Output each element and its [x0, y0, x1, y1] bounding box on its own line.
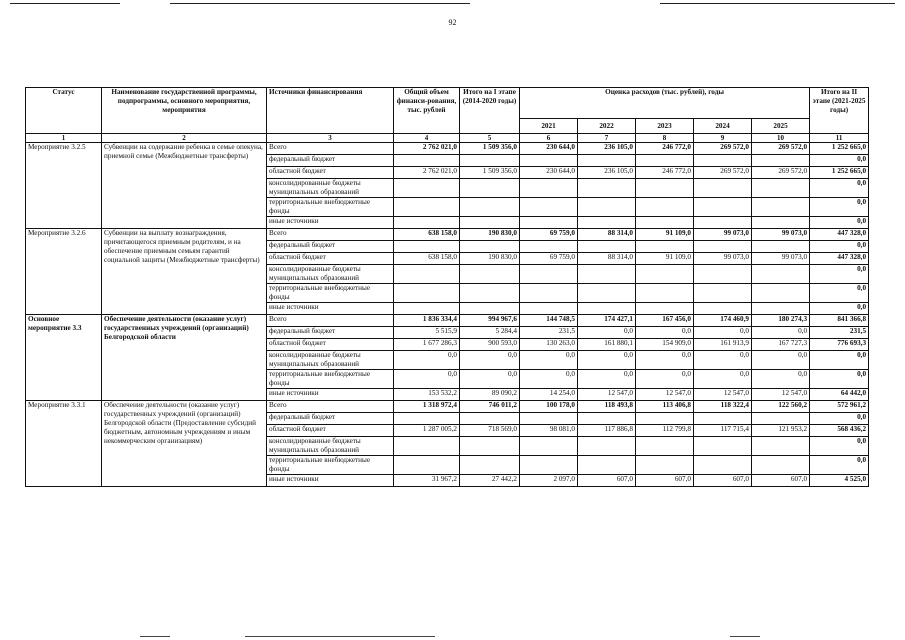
- funding-source-cell: областной бюджет: [267, 425, 394, 437]
- amount-cell: 117 886,8: [578, 425, 636, 437]
- amount-cell: [394, 241, 460, 253]
- amount-cell: 230 644,0: [520, 167, 578, 179]
- amount-cell: 99 073,0: [752, 253, 810, 265]
- amount-cell: 118 493,8: [578, 401, 636, 413]
- amount-cell: 638 158,0: [394, 229, 460, 241]
- amount-cell: [460, 303, 520, 315]
- table-row: [26, 143, 869, 155]
- amount-cell: [636, 241, 694, 253]
- amount-cell: 99 073,0: [694, 229, 752, 241]
- amount-cell: 113 406,8: [636, 401, 694, 413]
- amount-cell: 0,0: [636, 370, 694, 389]
- amount-cell: 167 727,3: [752, 339, 810, 351]
- amount-cell: 0,0: [394, 351, 460, 370]
- amount-cell: [460, 456, 520, 475]
- stage2-total-cell: 572 961,2: [810, 401, 869, 413]
- table-row: [26, 315, 869, 327]
- amount-cell: 0,0: [694, 351, 752, 370]
- amount-cell: 190 830,0: [460, 253, 520, 265]
- column-number: 9: [694, 134, 752, 143]
- measure-name-cell: Обеспечение деятельности (оказание услуг) государственных учреждений (организаций) Белгородской области (Предоставление субсидий бюджетным, автономным учреждениям и иным некоммерческим организациям): [102, 401, 267, 487]
- amount-cell: [578, 155, 636, 167]
- amount-cell: 718 569,0: [460, 425, 520, 437]
- amount-cell: 0,0: [694, 370, 752, 389]
- amount-cell: 607,0: [694, 475, 752, 487]
- stage2-total-cell: 0,0: [810, 198, 869, 217]
- amount-cell: [752, 265, 810, 284]
- amount-cell: 12 547,0: [752, 389, 810, 401]
- amount-cell: 5 284,4: [460, 327, 520, 339]
- amount-cell: 1 318 972,4: [394, 401, 460, 413]
- amount-cell: [752, 179, 810, 198]
- amount-cell: 746 011,2: [460, 401, 520, 413]
- amount-cell: 0,0: [752, 370, 810, 389]
- amount-cell: 900 593,0: [460, 339, 520, 351]
- amount-cell: [394, 456, 460, 475]
- amount-cell: [394, 284, 460, 303]
- amount-cell: 2 762 021,0: [394, 143, 460, 155]
- top-edge-line: [660, 3, 895, 4]
- column-number: 8: [636, 134, 694, 143]
- amount-cell: 89 090,2: [460, 389, 520, 401]
- amount-cell: [752, 437, 810, 456]
- amount-cell: 69 759,0: [520, 253, 578, 265]
- header-estimate: Оценка расходов (тыс. рублей), годы: [520, 88, 810, 119]
- amount-cell: [694, 198, 752, 217]
- amount-cell: 122 560,2: [752, 401, 810, 413]
- funding-source-cell: федеральный бюджет: [267, 241, 394, 253]
- amount-cell: [520, 413, 578, 425]
- amount-cell: [636, 217, 694, 229]
- amount-cell: [752, 456, 810, 475]
- stage2-total-cell: 0,0: [810, 413, 869, 425]
- amount-cell: 269 572,0: [694, 143, 752, 155]
- amount-cell: [394, 413, 460, 425]
- stage2-total-cell: 1 252 665,0: [810, 143, 869, 155]
- column-number: 7: [578, 134, 636, 143]
- amount-cell: [394, 265, 460, 284]
- amount-cell: [694, 284, 752, 303]
- amount-cell: [694, 303, 752, 315]
- table-row: [26, 401, 869, 413]
- amount-cell: 231,5: [520, 327, 578, 339]
- amount-cell: 236 105,0: [578, 167, 636, 179]
- stage2-total-cell: 0,0: [810, 284, 869, 303]
- amount-cell: 12 547,0: [636, 389, 694, 401]
- funding-source-cell: Всего: [267, 401, 394, 413]
- amount-cell: 0,0: [520, 351, 578, 370]
- amount-cell: 174 427,1: [578, 315, 636, 327]
- amount-cell: [694, 456, 752, 475]
- stage2-total-cell: 231,5: [810, 327, 869, 339]
- stage2-total-cell: 776 693,3: [810, 339, 869, 351]
- amount-cell: [460, 437, 520, 456]
- amount-cell: [578, 456, 636, 475]
- amount-cell: 174 460,9: [694, 315, 752, 327]
- amount-cell: [394, 179, 460, 198]
- amount-cell: 1 677 286,3: [394, 339, 460, 351]
- amount-cell: 230 644,0: [520, 143, 578, 155]
- stage2-total-cell: 0,0: [810, 351, 869, 370]
- amount-cell: 236 105,0: [578, 143, 636, 155]
- bottom-edge-line: [245, 636, 435, 637]
- amount-cell: [578, 217, 636, 229]
- stage2-total-cell: 0,0: [810, 303, 869, 315]
- stage2-total-cell: 841 366,8: [810, 315, 869, 327]
- amount-cell: [394, 303, 460, 315]
- header-name: Наименование государственной программы, подпрограммы, основного мероприятия, мероприятия: [102, 88, 267, 134]
- funding-source-cell: территориальные внебюджетные фонды: [267, 198, 394, 217]
- column-number: 6: [520, 134, 578, 143]
- funding-source-cell: федеральный бюджет: [267, 413, 394, 425]
- amount-cell: 2 097,0: [520, 475, 578, 487]
- funding-source-cell: федеральный бюджет: [267, 327, 394, 339]
- amount-cell: [752, 303, 810, 315]
- funding-source-cell: территориальные внебюджетные фонды: [267, 370, 394, 389]
- amount-cell: [752, 413, 810, 425]
- amount-cell: 607,0: [578, 475, 636, 487]
- amount-cell: [460, 217, 520, 229]
- stage2-total-cell: 4 525,0: [810, 475, 869, 487]
- amount-cell: 607,0: [636, 475, 694, 487]
- amount-cell: 161 880,1: [578, 339, 636, 351]
- measure-name-cell: Субвенции на содержание ребенка в семье опекуна, приемной семье (Межбюджетные трансферты): [102, 143, 267, 229]
- amount-cell: [752, 198, 810, 217]
- amount-cell: [578, 198, 636, 217]
- amount-cell: [460, 241, 520, 253]
- stage2-total-cell: 0,0: [810, 370, 869, 389]
- amount-cell: [460, 284, 520, 303]
- column-number: 5: [460, 134, 520, 143]
- amount-cell: [636, 413, 694, 425]
- amount-cell: 638 158,0: [394, 253, 460, 265]
- column-number: 2: [102, 134, 267, 143]
- stage2-total-cell: 0,0: [810, 437, 869, 456]
- amount-cell: 118 322,4: [694, 401, 752, 413]
- amount-cell: 154 909,0: [636, 339, 694, 351]
- funding-source-cell: иные источники: [267, 389, 394, 401]
- stage2-total-cell: 0,0: [810, 155, 869, 167]
- stage2-total-cell: 447 328,0: [810, 229, 869, 241]
- funding-source-cell: иные источники: [267, 475, 394, 487]
- amount-cell: [636, 198, 694, 217]
- page-number: 92: [448, 18, 457, 27]
- amount-cell: 0,0: [636, 351, 694, 370]
- bottom-edge-line: [140, 636, 170, 637]
- amount-cell: [694, 155, 752, 167]
- stage2-total-cell: 1 252 665,0: [810, 167, 869, 179]
- amount-cell: 12 547,0: [694, 389, 752, 401]
- amount-cell: [694, 217, 752, 229]
- stage2-total-cell: 447 328,0: [810, 253, 869, 265]
- amount-cell: [752, 241, 810, 253]
- amount-cell: [694, 179, 752, 198]
- amount-cell: [520, 179, 578, 198]
- amount-cell: [520, 265, 578, 284]
- amount-cell: 0,0: [752, 327, 810, 339]
- column-number: 10: [752, 134, 810, 143]
- amount-cell: 0,0: [520, 370, 578, 389]
- amount-cell: [694, 241, 752, 253]
- amount-cell: 0,0: [460, 351, 520, 370]
- table-row: [26, 229, 869, 241]
- funding-source-cell: иные источники: [267, 303, 394, 315]
- funding-source-cell: Всего: [267, 315, 394, 327]
- amount-cell: 246 772,0: [636, 167, 694, 179]
- amount-cell: [694, 265, 752, 284]
- amount-cell: 117 715,4: [694, 425, 752, 437]
- header-total-volume: Общий объем финанси-рования, тыс. рублей: [394, 88, 460, 134]
- amount-cell: 269 572,0: [752, 143, 810, 155]
- amount-cell: 27 442,2: [460, 475, 520, 487]
- measure-name-cell: Обеспечение деятельности (оказание услуг) государственных учреждений (организаций) Белгородской области: [102, 315, 267, 401]
- amount-cell: 161 913,9: [694, 339, 752, 351]
- amount-cell: 0,0: [752, 351, 810, 370]
- amount-cell: 130 263,0: [520, 339, 578, 351]
- amount-cell: [520, 284, 578, 303]
- stage2-total-cell: 64 442,0: [810, 389, 869, 401]
- funding-source-cell: консолидированные бюджеты муниципальных образований: [267, 265, 394, 284]
- amount-cell: 1 509 356,0: [460, 143, 520, 155]
- amount-cell: [394, 155, 460, 167]
- amount-cell: [578, 413, 636, 425]
- amount-cell: 0,0: [578, 370, 636, 389]
- amount-cell: 31 967,2: [394, 475, 460, 487]
- amount-cell: [636, 284, 694, 303]
- amount-cell: 1 287 005,2: [394, 425, 460, 437]
- amount-cell: [394, 217, 460, 229]
- header-stage1: Итого на I этапе (2014-2020 годы): [460, 88, 520, 134]
- amount-cell: [578, 265, 636, 284]
- amount-cell: [578, 241, 636, 253]
- amount-cell: [520, 217, 578, 229]
- amount-cell: 0,0: [578, 351, 636, 370]
- column-number: 11: [810, 134, 869, 143]
- header-year: 2021: [520, 119, 578, 134]
- amount-cell: 88 314,0: [578, 253, 636, 265]
- column-number: 4: [394, 134, 460, 143]
- funding-source-cell: иные источники: [267, 217, 394, 229]
- header-year: 2022: [578, 119, 636, 134]
- funding-source-cell: областной бюджет: [267, 167, 394, 179]
- amount-cell: [752, 217, 810, 229]
- amount-cell: [578, 284, 636, 303]
- amount-cell: [578, 437, 636, 456]
- amount-cell: 144 748,5: [520, 315, 578, 327]
- amount-cell: 0,0: [636, 327, 694, 339]
- stage2-total-cell: 0,0: [810, 265, 869, 284]
- amount-cell: [394, 437, 460, 456]
- amount-cell: 69 759,0: [520, 229, 578, 241]
- amount-cell: [460, 179, 520, 198]
- status-cell: Мероприятие 3.3.1: [26, 401, 102, 487]
- amount-cell: 5 515,9: [394, 327, 460, 339]
- amount-cell: [578, 179, 636, 198]
- amount-cell: 607,0: [752, 475, 810, 487]
- funding-source-cell: областной бюджет: [267, 339, 394, 351]
- measure-name-cell: Субвенции на выплату вознаграждения, причитающегося приемным родителям, и на обеспечение приемным семьям гарантий социальной защиты (Межбюджетные трансферты): [102, 229, 267, 315]
- amount-cell: [460, 265, 520, 284]
- header-year: 2025: [752, 119, 810, 134]
- amount-cell: 112 799,8: [636, 425, 694, 437]
- funding-source-cell: областной бюджет: [267, 253, 394, 265]
- status-cell: Основное мероприятие 3.3: [26, 315, 102, 401]
- bottom-edge-line: [730, 636, 760, 637]
- amount-cell: [636, 155, 694, 167]
- funding-source-cell: консолидированные бюджеты муниципальных образований: [267, 351, 394, 370]
- stage2-total-cell: 0,0: [810, 179, 869, 198]
- amount-cell: 98 081,0: [520, 425, 578, 437]
- funding-source-cell: территориальные внебюджетные фонды: [267, 456, 394, 475]
- amount-cell: [752, 284, 810, 303]
- amount-cell: 153 532,2: [394, 389, 460, 401]
- amount-cell: 91 109,0: [636, 253, 694, 265]
- amount-cell: 269 572,0: [694, 167, 752, 179]
- amount-cell: 180 274,3: [752, 315, 810, 327]
- amount-cell: 994 967,6: [460, 315, 520, 327]
- funding-source-cell: Всего: [267, 229, 394, 241]
- amount-cell: 14 254,0: [520, 389, 578, 401]
- amount-cell: 91 109,0: [636, 229, 694, 241]
- amount-cell: 190 830,0: [460, 229, 520, 241]
- funding-source-cell: Всего: [267, 143, 394, 155]
- amount-cell: 99 073,0: [694, 253, 752, 265]
- amount-cell: 167 456,0: [636, 315, 694, 327]
- table-body: [26, 143, 869, 487]
- amount-cell: [636, 456, 694, 475]
- amount-cell: 0,0: [578, 327, 636, 339]
- header-status: Статус: [26, 88, 102, 134]
- amount-cell: [520, 155, 578, 167]
- top-edge-line: [170, 3, 470, 4]
- funding-source-cell: консолидированные бюджеты муниципальных образований: [267, 179, 394, 198]
- amount-cell: [520, 241, 578, 253]
- amount-cell: [520, 198, 578, 217]
- amount-cell: [694, 437, 752, 456]
- header-sources: Источники финансирования: [267, 88, 394, 134]
- amount-cell: [752, 155, 810, 167]
- amount-cell: 100 178,0: [520, 401, 578, 413]
- stage2-total-cell: 0,0: [810, 456, 869, 475]
- amount-cell: [520, 303, 578, 315]
- amount-cell: 2 762 021,0: [394, 167, 460, 179]
- amount-cell: [636, 265, 694, 284]
- funding-source-cell: территориальные внебюджетные фонды: [267, 284, 394, 303]
- stage2-total-cell: 568 436,2: [810, 425, 869, 437]
- amount-cell: [636, 179, 694, 198]
- amount-cell: [520, 437, 578, 456]
- amount-cell: [460, 155, 520, 167]
- top-edge-line: [10, 3, 120, 4]
- status-cell: Мероприятие 3.2.6: [26, 229, 102, 315]
- amount-cell: 0,0: [394, 370, 460, 389]
- amount-cell: 121 953,2: [752, 425, 810, 437]
- stage2-total-cell: 0,0: [810, 241, 869, 253]
- amount-cell: 0,0: [694, 327, 752, 339]
- funding-source-cell: консолидированные бюджеты муниципальных образований: [267, 437, 394, 456]
- amount-cell: [394, 198, 460, 217]
- header-stage2: Итого на II этапе (2021-2025 годы): [810, 88, 869, 134]
- amount-cell: 99 073,0: [752, 229, 810, 241]
- header-year: 2023: [636, 119, 694, 134]
- column-number: 1: [26, 134, 102, 143]
- budget-table: [25, 87, 869, 487]
- amount-cell: [460, 413, 520, 425]
- amount-cell: [694, 413, 752, 425]
- amount-cell: 88 314,0: [578, 229, 636, 241]
- amount-cell: 1 509 356,0: [460, 167, 520, 179]
- amount-cell: 1 836 334,4: [394, 315, 460, 327]
- amount-cell: [460, 198, 520, 217]
- status-cell: Мероприятие 3.2.5: [26, 143, 102, 229]
- amount-cell: 0,0: [460, 370, 520, 389]
- amount-cell: 269 572,0: [752, 167, 810, 179]
- amount-cell: 12 547,0: [578, 389, 636, 401]
- amount-cell: 246 772,0: [636, 143, 694, 155]
- amount-cell: [636, 437, 694, 456]
- amount-cell: [520, 456, 578, 475]
- amount-cell: [636, 303, 694, 315]
- amount-cell: [578, 303, 636, 315]
- funding-source-cell: федеральный бюджет: [267, 155, 394, 167]
- column-number: 3: [267, 134, 394, 143]
- header-year: 2024: [694, 119, 752, 134]
- stage2-total-cell: 0,0: [810, 217, 869, 229]
